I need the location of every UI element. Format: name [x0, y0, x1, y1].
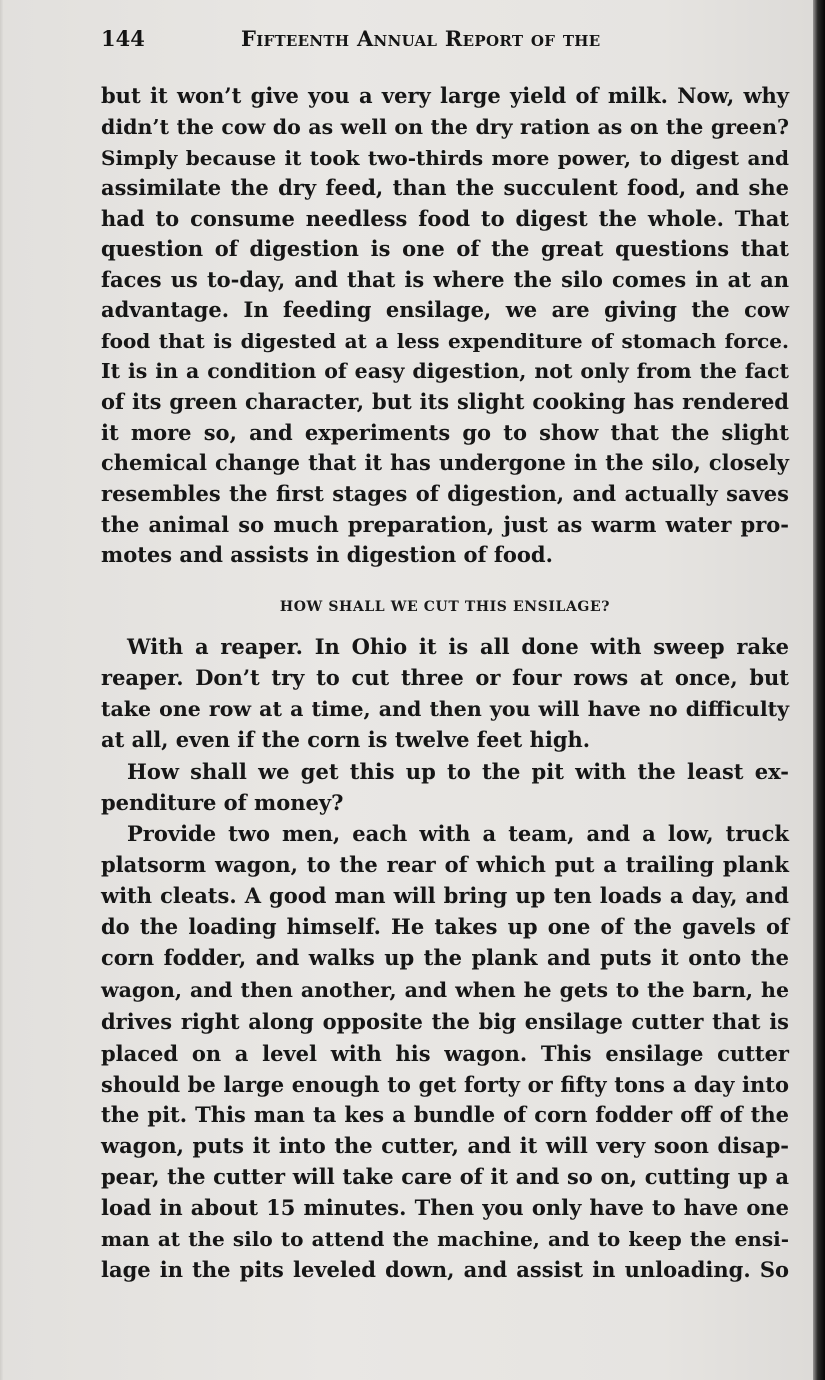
- text-line: the animal so much preparation, just as warm water pro-: [101, 512, 789, 537]
- text-line: motes and assists in digestion of food.: [101, 542, 553, 567]
- text-line: didn’t the cow do as well on the dry ration as on the green?: [101, 115, 789, 139]
- text-line: resembles the first stages of digestion, and actually saves: [101, 481, 789, 506]
- text-line: penditure of money?: [101, 790, 344, 815]
- text-line: faces us to-day, and that is where the silo comes in at an: [101, 267, 789, 292]
- text-line: wagon, and then another, and when he gets to the barn, he: [101, 978, 789, 1002]
- text-line: man at the silo to attend the machine, and to keep the ensi-: [101, 1227, 789, 1251]
- text-line: question of digestion is one of the great questions that: [101, 236, 789, 261]
- text-line: had to consume needless food to digest the whole. That: [101, 206, 789, 231]
- text-line: do the loading himself. He takes up one of the gavels of: [101, 914, 789, 939]
- page-left-edge: [0, 0, 4, 1380]
- text-line: chemical change that it has undergone in the silo, closely: [101, 450, 789, 475]
- text-line: but it won’t give you a very large yield of milk. Now, why: [101, 83, 789, 108]
- text-line: with cleats. A good man will bring up ten loads a day, and: [101, 883, 789, 908]
- text-line: drives right along opposite the big ensilage cutter that is: [101, 1009, 789, 1034]
- section-heading: HOW SHALL WE CUT THIS ENSILAGE?: [279, 599, 611, 615]
- text-line: corn fodder, and walks up the plank and puts it onto the: [101, 945, 789, 970]
- text-line: the pit. This man ta kes a bundle of corn fodder off of the: [101, 1102, 789, 1127]
- text-line: of its green character, but its slight cooking has rendered: [101, 389, 789, 414]
- text-line: How shall we get this up to the pit with the least ex-: [127, 759, 789, 784]
- running-head: Fifteenth Annual Report of the: [241, 26, 601, 51]
- text-line: With a reaper. In Ohio it is all done with sweep rake: [127, 634, 789, 659]
- text-line: advantage. In feeding ensilage, we are giving the cow: [101, 297, 789, 322]
- text-line: platsorm wagon, to the rear of which put a trailing plank: [101, 852, 789, 877]
- text-line: it more so, and experiments go to show that the slight: [101, 420, 789, 445]
- text-line: lage in the pits leveled down, and assist in unloading. So: [101, 1257, 789, 1282]
- text-line: should be large enough to get forty or fifty tons a day into: [101, 1072, 789, 1097]
- page-binding-shadow: [813, 0, 825, 1380]
- text-line: take one row at a time, and then you will have no difficulty: [101, 697, 789, 721]
- text-line: load in about 15 minutes. Then you only have to have one: [101, 1195, 789, 1220]
- text-line: reaper. Don’t try to cut three or four rows at once, but: [101, 665, 789, 690]
- text-line: Provide two men, each with a team, and a low, truck: [127, 821, 789, 846]
- text-line: placed on a level with his wagon. This ensilage cutter: [101, 1041, 789, 1066]
- page-number: 144: [101, 26, 145, 51]
- text-line: assimilate the dry feed, than the succulent food, and she: [101, 175, 789, 200]
- text-line: pear, the cutter will take care of it and so on, cutting up a: [101, 1164, 789, 1189]
- text-line: It is in a condition of easy digestion, not only from the fact: [101, 359, 789, 383]
- text-line: at all, even if the corn is twelve feet high.: [101, 727, 591, 752]
- text-line: food that is digested at a less expenditure of stomach force.: [101, 329, 789, 353]
- text-line: Simply because it took two-thirds more power, to digest and: [101, 146, 789, 170]
- text-line: wagon, puts it into the cutter, and it will very soon disap-: [101, 1133, 789, 1158]
- page-header: [101, 26, 791, 56]
